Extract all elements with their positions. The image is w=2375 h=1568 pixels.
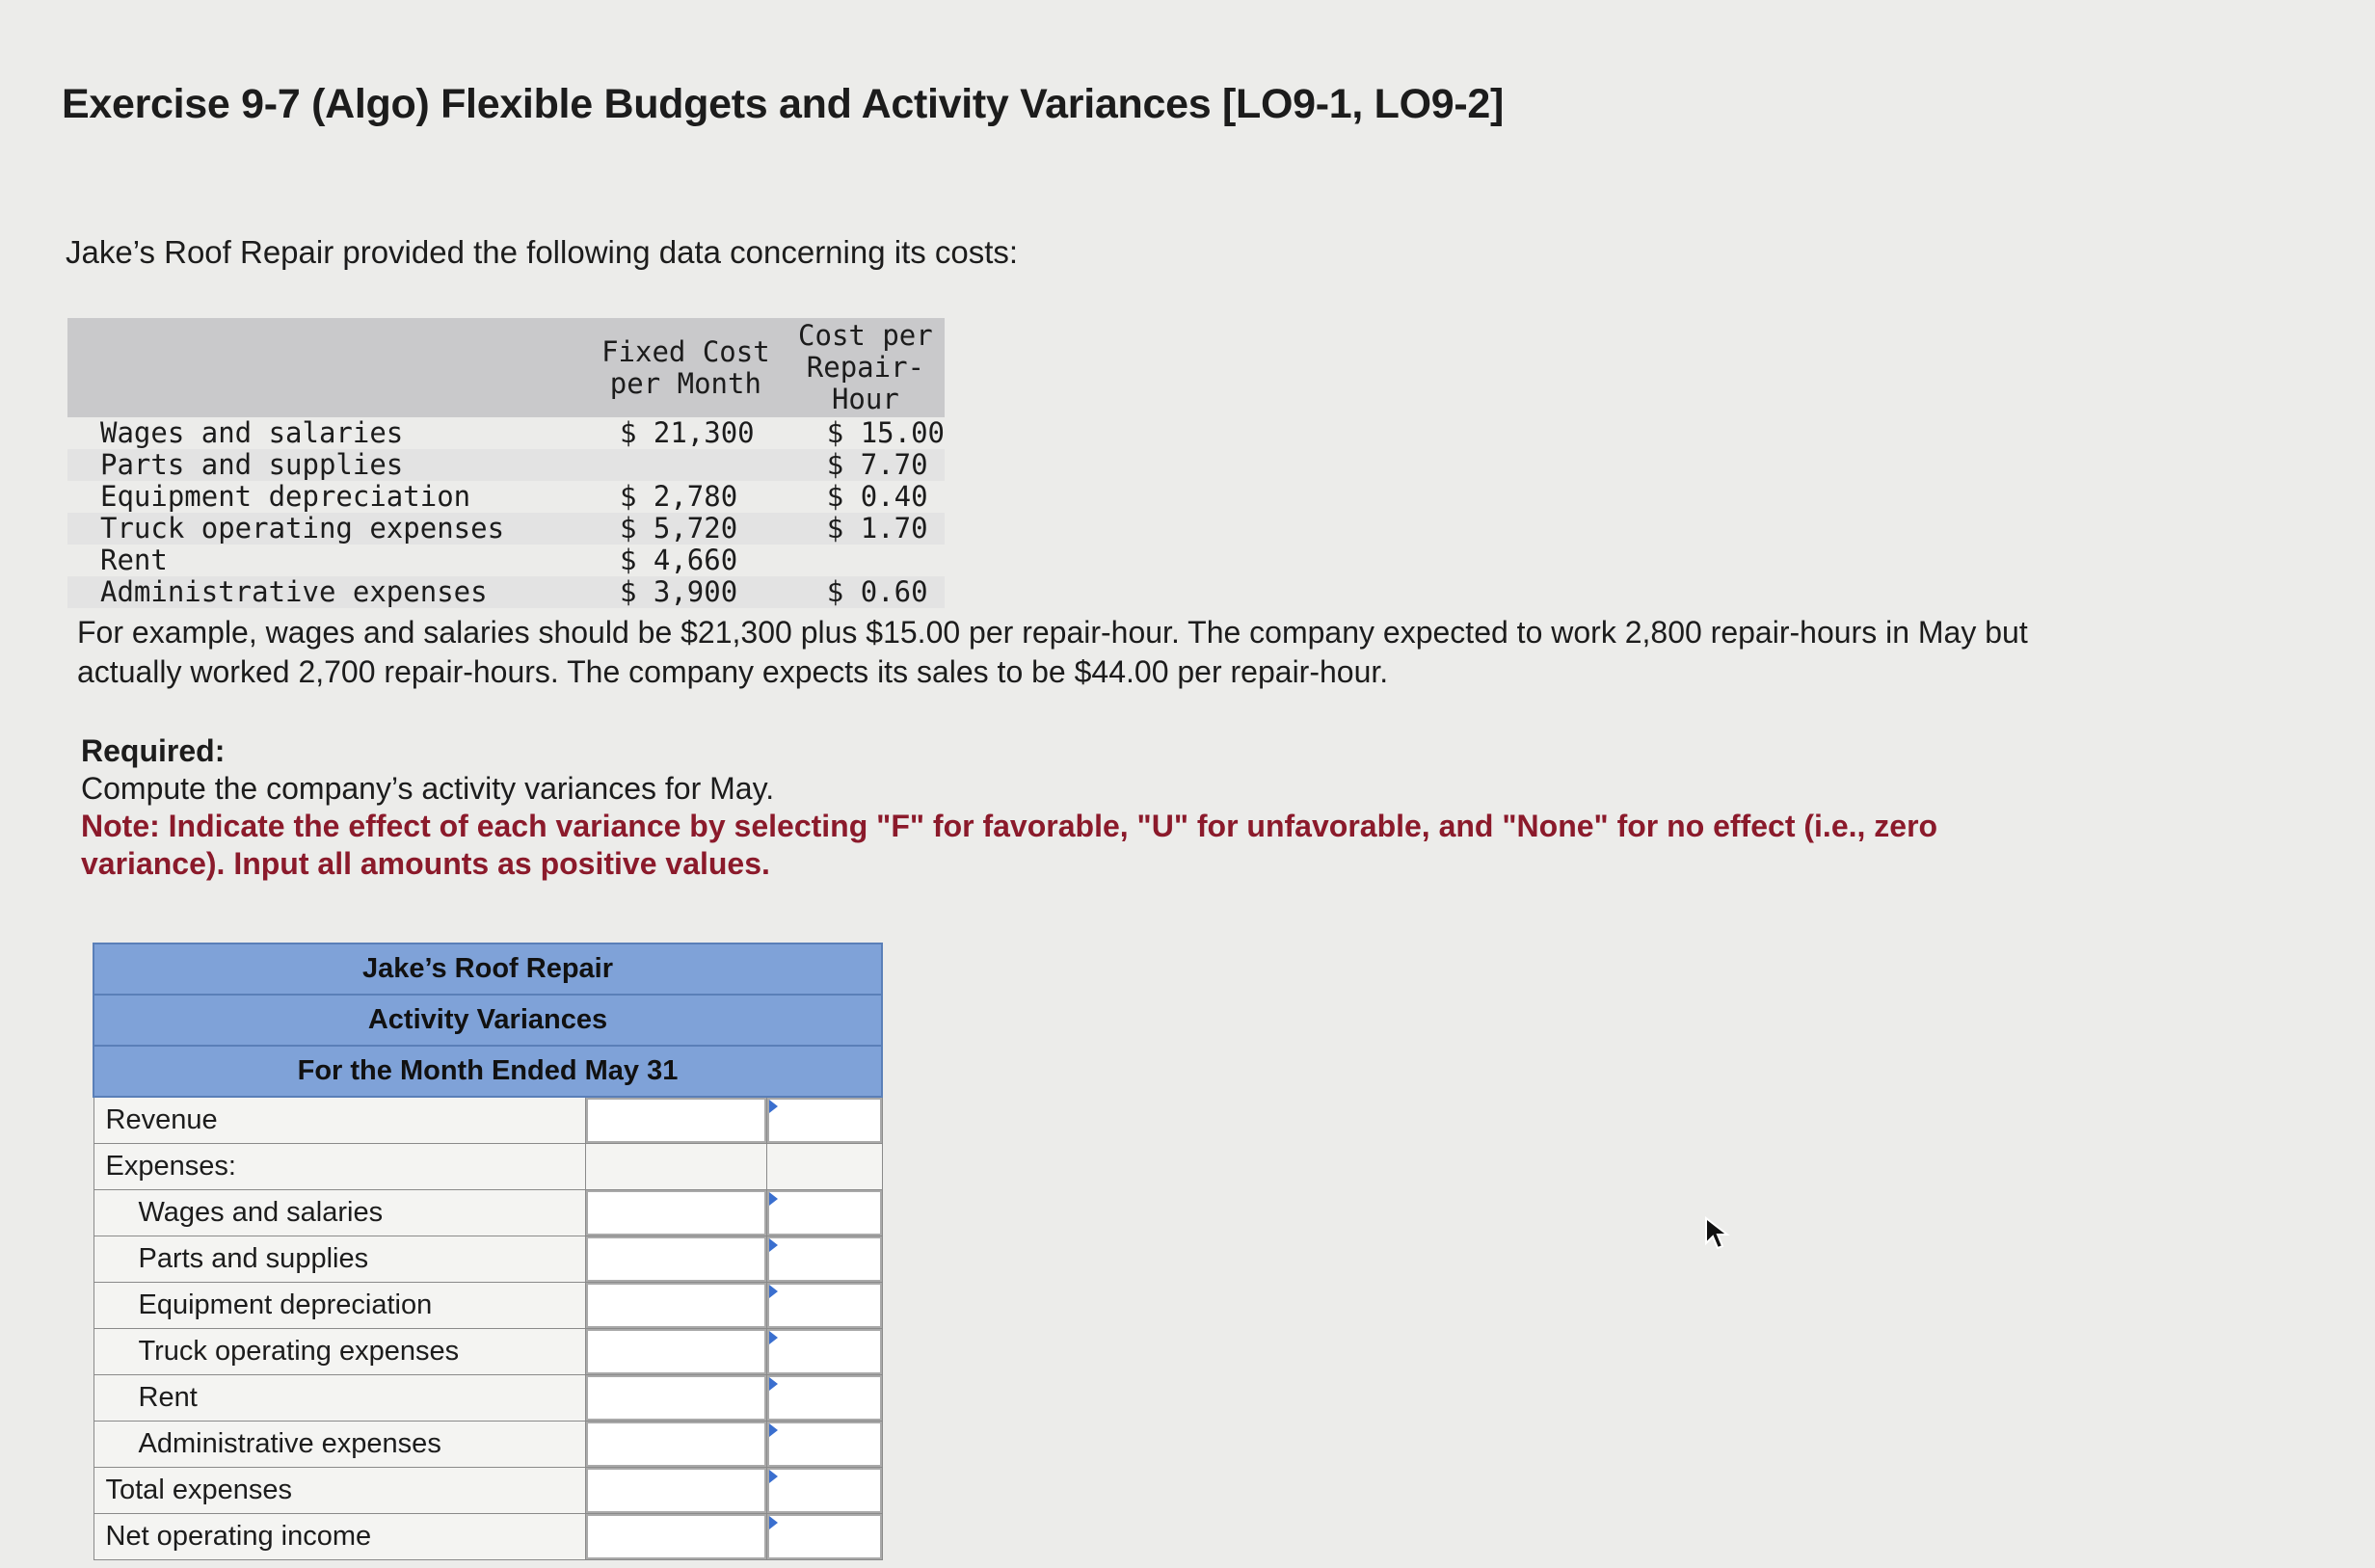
parts-amount-input[interactable] xyxy=(586,1236,766,1282)
rent-amount-input[interactable] xyxy=(586,1375,766,1421)
cost-row xyxy=(67,417,945,449)
row-label: Equipment depreciation xyxy=(93,1283,586,1329)
worksheet-company-header: Jake’s Roof Repair xyxy=(93,943,882,995)
blank-cell xyxy=(767,1144,882,1190)
cost-row-label: Equipment depreciation xyxy=(100,480,471,513)
revenue-amount-cell xyxy=(586,1097,767,1144)
parts-amount-cell xyxy=(586,1236,767,1283)
row-label: Parts and supplies xyxy=(93,1236,586,1283)
cost-row xyxy=(67,513,945,545)
wages-effect-cell xyxy=(767,1190,882,1236)
cost-row-variable xyxy=(787,545,945,576)
cost-row-fixed: $ 21,300 xyxy=(619,416,755,449)
row-label: Administrative expenses xyxy=(93,1422,586,1468)
truck-amount-cell xyxy=(586,1329,767,1375)
rent-amount-cell xyxy=(586,1375,767,1422)
cost-row xyxy=(67,545,945,576)
cost-row-fixed: $ 2,780 xyxy=(619,480,738,513)
depreciation-amount-input[interactable] xyxy=(586,1283,766,1328)
worksheet-row-parts xyxy=(93,1236,882,1283)
dropdown-marker-icon xyxy=(769,1470,778,1483)
dropdown-marker-icon xyxy=(769,1285,778,1298)
required-heading: Required: xyxy=(81,733,226,768)
worksheet-period-header: For the Month Ended May 31 xyxy=(93,1046,882,1097)
worksheet-row-admin xyxy=(93,1422,882,1468)
admin-effect-dropdown[interactable] xyxy=(767,1422,881,1467)
fixed-cost-header-line1: Fixed Cost xyxy=(601,334,770,368)
cost-row-fixed: $ 5,720 xyxy=(585,513,787,545)
activity-variances-worksheet xyxy=(93,943,883,1560)
total-expenses-amount-input[interactable] xyxy=(586,1468,766,1513)
wages-amount-input[interactable] xyxy=(586,1190,766,1236)
truck-effect-cell xyxy=(767,1329,882,1375)
admin-amount-input[interactable] xyxy=(586,1422,766,1467)
row-label: Total expenses xyxy=(93,1468,586,1514)
worksheet-row-truck xyxy=(93,1329,882,1375)
dropdown-marker-icon xyxy=(769,1238,778,1252)
required-task: Compute the company’s activity variances for May. xyxy=(81,771,775,806)
cost-row-fixed: $ 3,900 xyxy=(585,576,787,608)
cost-row-fixed xyxy=(585,449,787,481)
dropdown-marker-icon xyxy=(769,1377,778,1391)
dropdown-marker-icon xyxy=(769,1423,778,1437)
noi-amount-cell xyxy=(586,1514,767,1560)
fixed-cost-header-line2: per Month xyxy=(609,366,761,400)
cost-data-table xyxy=(67,318,945,608)
depreciation-amount-cell xyxy=(586,1283,767,1329)
total-expenses-effect-dropdown[interactable] xyxy=(767,1468,881,1513)
cost-row-fixed: $ 4,660 xyxy=(619,544,738,576)
row-label: Revenue xyxy=(93,1097,586,1144)
blank-cell xyxy=(586,1144,767,1190)
wages-amount-cell xyxy=(586,1190,767,1236)
admin-effect-cell xyxy=(767,1422,882,1468)
total-expenses-amount-cell xyxy=(586,1468,767,1514)
intro-text: Jake’s Roof Repair provided the following data concerning its costs: xyxy=(66,234,1019,270)
cost-row-variable: $ 1.70 xyxy=(787,513,945,545)
cost-row-label: Wages and salaries xyxy=(100,416,404,449)
row-label: Net operating income xyxy=(93,1514,586,1560)
total-expenses-effect-cell xyxy=(767,1468,882,1514)
cost-row-label: Rent xyxy=(100,544,168,576)
worksheet-row-wages xyxy=(93,1190,882,1236)
row-label: Truck operating expenses xyxy=(93,1329,586,1375)
wages-effect-dropdown[interactable] xyxy=(767,1190,881,1236)
depreciation-effect-cell xyxy=(767,1283,882,1329)
truck-effect-dropdown[interactable] xyxy=(767,1329,881,1374)
admin-amount-cell xyxy=(586,1422,767,1468)
mouse-pointer-icon xyxy=(1704,1216,1731,1251)
depreciation-effect-dropdown[interactable] xyxy=(767,1283,881,1328)
dropdown-marker-icon xyxy=(769,1100,778,1113)
example-text: For example, wages and salaries should be $21,300 plus $15.00 per repair-hour. The company expected to work 2,800 repair-hours in May but actually worked 2,700 repair-hours. The company expects its sales to be $44.00 per repair-hour. xyxy=(77,615,2028,689)
cost-row-label: Administrative expenses xyxy=(67,576,585,608)
worksheet-row-depreciation xyxy=(93,1283,882,1329)
rent-effect-cell xyxy=(767,1375,882,1422)
revenue-effect-dropdown[interactable] xyxy=(767,1098,881,1143)
parts-effect-cell xyxy=(767,1236,882,1283)
noi-effect-cell xyxy=(767,1514,882,1560)
variable-cost-header-line2: Repair-Hour xyxy=(806,351,924,415)
cost-row-label: Truck operating expenses xyxy=(67,513,585,545)
cost-row-variable: $ 7.70 xyxy=(787,449,945,481)
cost-table-header xyxy=(67,318,945,417)
noi-amount-input[interactable] xyxy=(586,1514,766,1559)
cost-table-blank-header xyxy=(67,318,585,417)
variable-cost-header-line1: Cost per xyxy=(798,319,933,352)
row-label: Wages and salaries xyxy=(93,1190,586,1236)
worksheet-row-net-operating-income xyxy=(93,1514,882,1560)
required-note: Note: Indicate the effect of each variance by selecting "F" for favorable, "U" for unfavorable, and "None" for no effect (i.e., zero variance). Input all amounts as positive values. xyxy=(81,809,1938,881)
revenue-amount-input[interactable] xyxy=(586,1098,766,1143)
parts-effect-dropdown[interactable] xyxy=(767,1236,881,1282)
noi-effect-dropdown[interactable] xyxy=(767,1514,881,1559)
revenue-effect-cell xyxy=(767,1097,882,1144)
row-label: Expenses: xyxy=(93,1144,586,1190)
cost-row xyxy=(67,576,945,608)
page-title: Exercise 9-7 (Algo) Flexible Budgets and Activity Variances [LO9-1, LO9-2] xyxy=(62,81,1505,127)
variable-cost-header xyxy=(787,318,945,417)
truck-amount-input[interactable] xyxy=(586,1329,766,1374)
dropdown-marker-icon xyxy=(769,1192,778,1206)
worksheet-row-expenses-heading xyxy=(93,1144,882,1190)
worksheet-report-header: Activity Variances xyxy=(93,995,882,1046)
required-section xyxy=(81,732,2028,883)
row-label: Rent xyxy=(93,1375,586,1422)
worksheet-row-rent xyxy=(93,1375,882,1422)
fixed-cost-header xyxy=(585,318,787,417)
rent-effect-dropdown[interactable] xyxy=(767,1375,881,1421)
worksheet-row-total-expenses xyxy=(93,1468,882,1514)
worksheet-row-revenue xyxy=(93,1097,882,1144)
cost-row xyxy=(67,449,945,481)
cost-row-label: Parts and supplies xyxy=(67,449,585,481)
cost-row-variable: $ 15.00 xyxy=(826,416,945,449)
dropdown-marker-icon xyxy=(769,1516,778,1529)
cost-row xyxy=(67,481,945,513)
cost-row-variable: $ 0.60 xyxy=(787,576,945,608)
cost-row-variable: $ 0.40 xyxy=(826,480,928,513)
dropdown-marker-icon xyxy=(769,1331,778,1344)
